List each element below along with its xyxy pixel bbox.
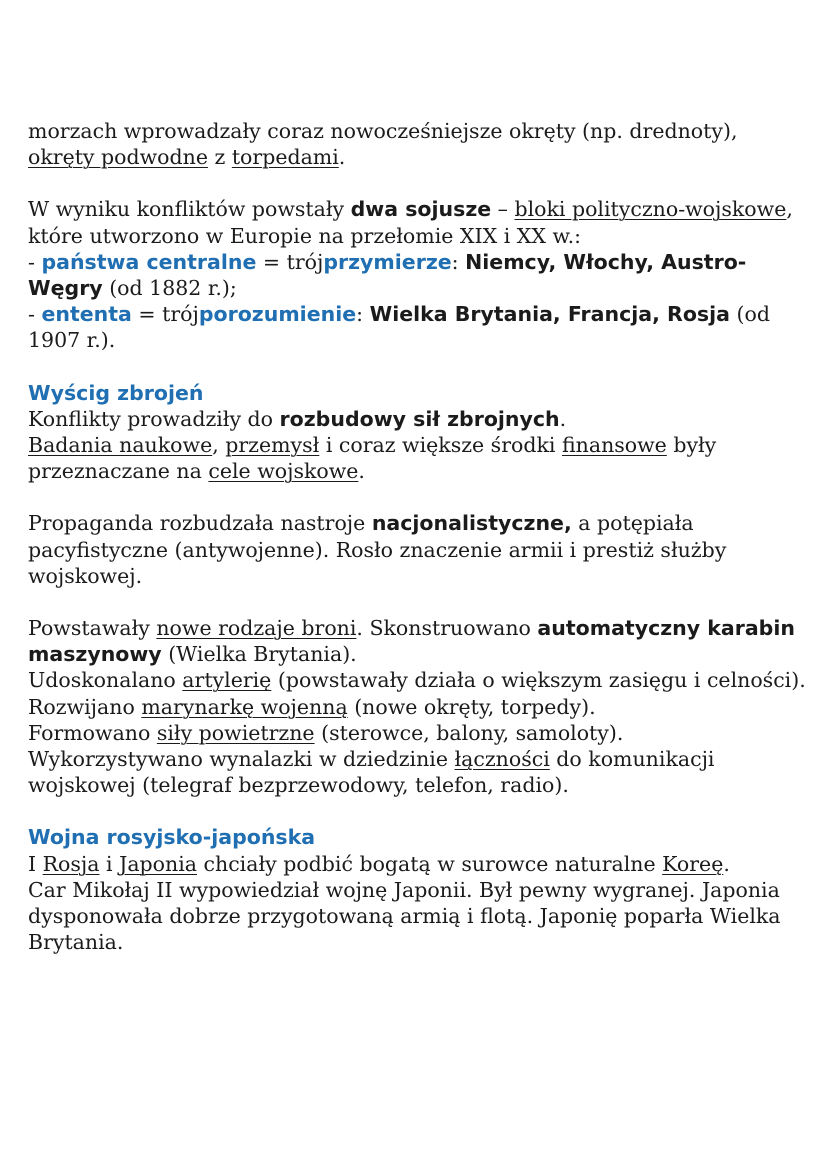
intro-paragraph: morzach wprowadzały coraz nowocześniejsze okręty (np. drednoty), okręty podwodne z torpedami. <box>28 119 738 170</box>
underlined-term: bloki polityczno-wojskowe <box>514 197 787 222</box>
underlined-term: torpedami <box>231 145 339 170</box>
alliances-paragraph: W wyniku konfliktów powstały dwa sojusze – bloki polityczno-wojskowe, które utworzono w Europie na przełomie XIX i XX w.: <box>28 197 793 248</box>
weapons-paragraph: Powstawały nowe rodzaje broni. Skonstruowano automatyczny karabin maszynowy (Wielka Brytania). <box>28 616 795 667</box>
war-paragraph-2: Car Mikołaj II wypowiedział wojnę Japonii. Był pewny wygranej. Japonia dysponowała dobrze przygotowaną armią i flotą. Japonię poparła Wielka Brytania. <box>28 877 781 955</box>
underlined-term: okręty podwodne <box>28 145 208 170</box>
central-powers-term: państwa centralne <box>41 249 257 274</box>
underlined-term: finansowe <box>561 433 667 458</box>
bold-term: rozbudowy sił zbrojnych <box>279 406 560 431</box>
entente-term: ententa <box>41 302 132 327</box>
underlined-term: artylerię <box>182 668 272 693</box>
triple-entente-term: porozumienie <box>198 302 357 327</box>
underlined-term: łączności <box>454 747 550 772</box>
underlined-term: siły powietrzne <box>156 720 315 745</box>
underlined-term: Badania naukowe <box>28 433 213 458</box>
triple-alliance-term: przymierze <box>323 249 452 274</box>
underlined-term: Rosja <box>42 851 100 876</box>
arms-race-heading: Wyścig zbrojeń <box>28 380 204 405</box>
underlined-term: Japonia <box>119 851 197 876</box>
artillery-line: Udoskonalano artylerię (powstawały działa o większym zasięgu i celności). <box>28 668 806 693</box>
entente-line: - ententa = trójporozumienie: Wielka Brytania, Francja, Rosja (od 1907 r.). <box>28 302 770 353</box>
underlined-term: marynarkę wojenną <box>141 694 348 719</box>
arms-paragraph-1: Konflikty prowadziły do rozbudowy sił zbrojnych. <box>28 406 567 431</box>
entente-members: Wielka Brytania, Francja, Rosja <box>369 302 730 327</box>
underlined-term: przemysł <box>225 433 320 458</box>
bold-term: dwa sojusze <box>350 197 492 222</box>
communication-line: Wykorzystywano wynalazki w dziedzinie łączności do komunikacji wojskowej (telegraf bezprzewodowy, telefon, radio). <box>28 747 715 798</box>
central-powers-members: Niemcy, Włochy, Austro-Węgry <box>28 249 747 301</box>
war-paragraph-1: I Rosja i Japonia chciały podbić bogatą w surowce naturalne Koreę. <box>28 851 730 876</box>
navy-line: Rozwijano marynarkę wojenną (nowe okręty, torpedy). <box>28 694 596 719</box>
air-force-line: Formowano siły powietrzne (sterowce, balony, samoloty). <box>28 720 624 745</box>
underlined-term: Koreę <box>662 851 724 876</box>
propaganda-paragraph: Propaganda rozbudzała nastroje nacjonalistyczne, a potępiała pacyfistyczne (antywojenne). Rosło znaczenie armii i prestiż służby wojskowej. <box>28 511 727 588</box>
arms-paragraph-2: Badania naukowe, przemysł i coraz większe środki finansowe były przeznaczane na cele wojskowe. <box>28 433 717 484</box>
bold-term: nacjonalistyczne, <box>371 511 572 536</box>
bold-term: automatyczny karabin maszynowy <box>28 616 795 667</box>
russo-japanese-war-heading: Wojna rosyjsko-japońska <box>28 825 316 850</box>
central-powers-line: - państwa centralne = trójprzymierze: Niemcy, Włochy, Austro-Węgry (od 1882 r.); <box>28 249 747 301</box>
underlined-term: nowe rodzaje broni <box>156 616 357 641</box>
document-content <box>28 118 808 955</box>
underlined-term: cele wojskowe <box>208 459 359 484</box>
